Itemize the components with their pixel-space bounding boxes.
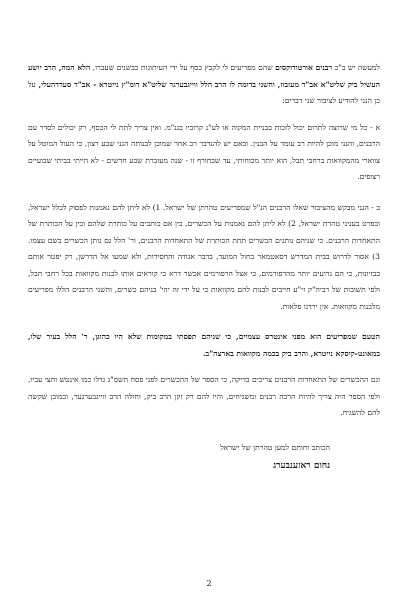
page-number: 2 — [206, 579, 212, 588]
paragraph-aleph: א - כל מי שרוצה לתרום יכול לזכות בבניית המקוה או לע"נ קרוביו בגנ"מ. ואין צריך לתת לי הכסף, רק יכולים לסדר עם הרבנים, והנני מוכן להיות רב עומד על הבנין. ובאם יש להנדבר רב אחר שמוכן לבנותה הנני שבע רצון, כי העול המוטל על צווארי מהמקוואות ברחבי תבל, הוא יותר מכוחותי, עד שבחורף זו - שנה מעוברת שבע חדשים - לא הייתי בביתי שבועיים רצופים. — [28, 122, 380, 181]
paragraph-intro — [28, 60, 380, 110]
paragraph-hechsher: וגם ההכשרים של התאחדות הרבנים צריכים בדיקה, כי הספר של ההכשרים לפני פסח תשס"ג גדלו כמו אינטש וחצי עביו, ולפי הספר היה צריך להיות הרבה רבנים ומשגיחים, והיו להם רק זקן הרב ביק, וחולה הרב ווייגבערגער, וכמובן שקשה להם להשגיח. — [28, 375, 380, 417]
intro-bold-names: הלא המה, הרב יושע העשיל ביק שליט"א אב"ד מעזבוז, והשני בדומה לו הרב הלל ווייגבערגר שליט"א דומ"ץ נייטרא - אב"ד סערדהעלי, — [28, 63, 380, 89]
signature-name: נחום ראזענבערג — [273, 460, 330, 471]
signature-block — [28, 440, 380, 474]
intro-lead: למעשה יש ב"כ — [332, 63, 380, 72]
intro-middle: שהם מפריעים לי לקבץ כסף על ידי העיתונות כבשנים שעברו, — [90, 63, 276, 72]
paragraph-bet: ב - הנני מבקש מהציבור שאלו הרבנים הנ"ל שמפריעים טהרתן של ישראל. 1) לא ליתן להם נאמנות לפסוק לכלל ישראל, ובפרט בעניני טהרת ישראל, 2) לא ליתן להם נאמנות על הכשרים, בין אם כותבים על כותרת שלהם ובין על הכותרת של התאחדות הרבנים. כי שניהם נותנים הכשרים תחת הכותרת של התאחדות הרבנים, ור' הלל גם נותן הכשרים בשם עצמו. 3) אסור לדרוש בבית המדרש דסאטמאר בחול המועד, בדבר אגודה והחסידות, ולא שמעו אל הדרשן, רק יפטר אותם בבזיונות, כי הם גרועים יותר מהרפורמים, כי אצל הרפורמים אכשר דרא כי קוראים אותו לבנות מקוואות בכל רחבי תבל, ולפי תשובות של רביה"ק זי"ע חייבים לבנות להם מקוואות כי על ידי זה יהי' בניהם כשרים, והשני הרבנים הללו מפריעים מלבנות מקוואות. אין ירדנו פלאות. — [28, 202, 380, 311]
intro-end: על כן הנני להודיע לציבור שני דברים: — [28, 79, 380, 105]
signature-line: הכותב וחותם למען טהרתן של ישראל — [220, 442, 330, 452]
paragraph-reason: הטעם שמפריעים הוא מפני אינטרס עצמיים, כי שניהם תפסתי במקומות שלא היו כהוגן, ר' הלל בעיר שלו, במאונט-קיסקא נייטרא, והרב ביק בכמה מקוואות בארצה"ב. — [28, 332, 380, 358]
intro-bold-rabbis: רבנים אורטודוקסים — [275, 63, 333, 72]
